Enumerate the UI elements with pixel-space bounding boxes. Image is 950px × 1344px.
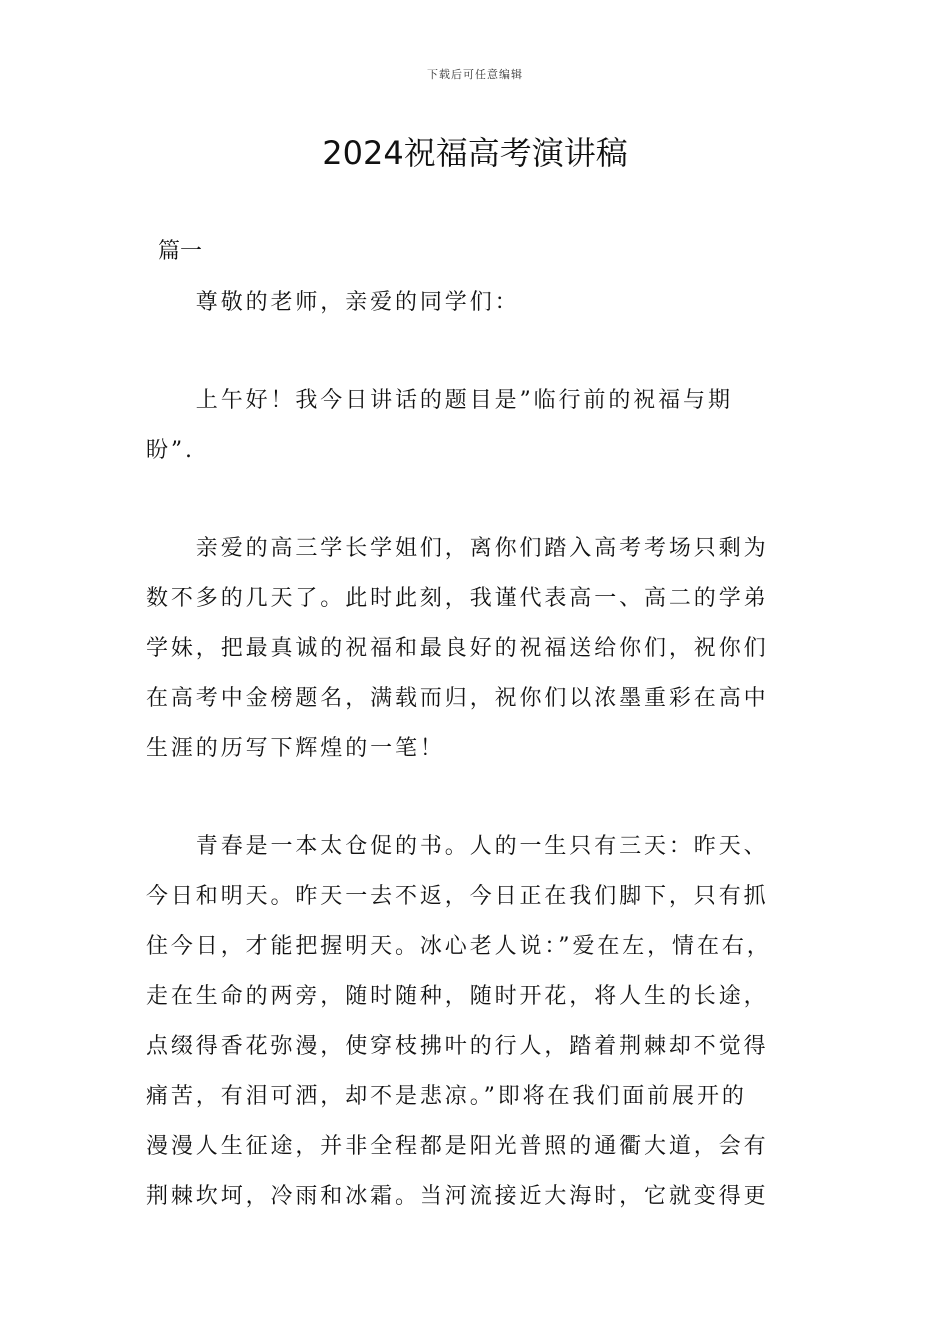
paragraph-line: 点缀得香花弥漫，使穿枝拂叶的行人，踏着荆棘却不觉得 [146,1034,769,1059]
paragraph-line: 荆棘坎坷，冷雨和冰霜。当河流接近大海时，它就变得更 [146,1184,769,1209]
paragraph-line: 走在生命的两旁，随时随种，随时开花，将人生的长途， [146,984,769,1009]
paragraph-line: 痛苦，有泪可洒，却不是悲凉。”即将在我们面前展开的 [146,1084,747,1109]
document-title: 2024祝福高考演讲稿 [322,134,628,172]
paragraph-line: 盼”. [146,438,195,463]
paragraph-1 [146,376,846,476]
paragraph-line: 今日和明天。昨天一去不返，今日正在我们脚下，只有抓 [146,884,769,909]
paragraph-line: 学妹，把最真诚的祝福和最良好的祝福送给你们，祝你们 [146,636,769,661]
paragraph-line: 住今日，才能把握明天。冰心老人说：”爱在左，情在右， [146,934,772,959]
paragraph-line: 亲爱的高三学长学姐们，离你们踏入高考考场只剩为 [146,536,769,561]
paragraph-line: 青春是一本太仓促的书。人的一生只有三天：昨天、 [146,834,769,859]
paragraph-line: 数不多的几天了。此时此刻，我谨代表高一、高二的学弟 [146,586,769,611]
paragraph-2 [146,524,846,774]
paragraph-3 [146,822,846,1222]
paragraph-line: 在高考中金榜题名，满载而归，祝你们以浓墨重彩在高中 [146,686,769,711]
paragraph-line: 漫漫人生征途，并非全程都是阳光普照的通衢大道，会有 [146,1134,769,1159]
section-label: 篇一 [158,239,203,264]
paragraph-line: 生涯的历写下辉煌的一笔！ [146,736,445,761]
salutation-line: 尊敬的老师，亲爱的同学们： [146,290,520,315]
salutation [146,278,846,328]
header-note: 下载后可任意编辑 [427,68,523,81]
paragraph-line: 上午好！我今日讲话的题目是”临行前的祝福与期 [146,388,733,413]
